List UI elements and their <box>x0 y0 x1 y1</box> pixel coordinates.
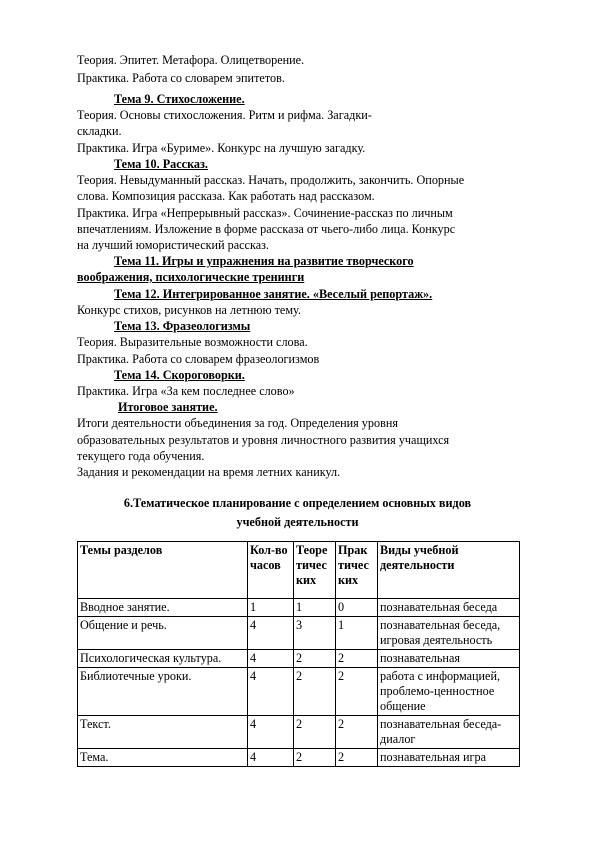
paragraph-line: Практика. Работа со словарем фразеологизмов <box>77 352 320 366</box>
table-row <box>78 668 520 716</box>
cell-topic: Вводное занятие. <box>78 599 248 617</box>
cell-activity: познавательная беседа <box>378 599 520 617</box>
cell-hours: 1 <box>248 599 294 617</box>
table-row <box>78 716 520 749</box>
paragraph-line: Теория. Невыдуманный рассказ. Начать, продолжить, закончить. Опорные <box>77 173 465 187</box>
cell-activity: познавательная игра <box>378 749 520 767</box>
table-row <box>78 650 520 668</box>
cell-practice: 2 <box>336 668 378 716</box>
topic-heading-9: Тема 9. Стихосложение. <box>114 92 245 106</box>
table-row <box>78 749 520 767</box>
paragraph-line: Практика. Работа со словарем эпитетов. <box>77 71 285 85</box>
topic-heading-11-cont: воображения, психологические тренинги <box>77 270 305 284</box>
final-lesson-heading: Итоговое занятие. <box>118 400 218 414</box>
paragraph-line: Практика. Игра «Буриме». Конкурс на лучшую загадку. <box>77 141 366 155</box>
cell-theory: 2 <box>294 650 336 668</box>
cell-hours: 4 <box>248 650 294 668</box>
paragraph-line: складки. <box>77 124 122 138</box>
cell-topic: Библиотечные уроки. <box>78 668 248 716</box>
paragraph-line: Теория. Выразительные возможности слова. <box>77 335 308 349</box>
cell-practice: 2 <box>336 650 378 668</box>
table-header-row <box>78 542 520 599</box>
cell-activity: познавательная беседа, игровая деятельность <box>378 617 520 650</box>
cell-hours: 4 <box>248 716 294 749</box>
cell-hours: 4 <box>248 749 294 767</box>
header-theory: Теоре тичес ких <box>294 542 336 599</box>
header-practice: Прак тичес ких <box>336 542 378 599</box>
cell-topic: Текст. <box>78 716 248 749</box>
cell-theory: 2 <box>294 716 336 749</box>
cell-topic: Общение и речь. <box>78 617 248 650</box>
header-hours: Кол-во часов <box>248 542 294 599</box>
planning-table <box>77 541 520 767</box>
paragraph-line: Конкурс стихов, рисунков на летнюю тему. <box>77 303 301 317</box>
header-activity: Виды учебной деятельности <box>378 542 520 599</box>
paragraph-line: Задания и рекомендации на время летних каникул. <box>77 465 341 479</box>
cell-theory: 3 <box>294 617 336 650</box>
cell-activity: познавательная беседа- диалог <box>378 716 520 749</box>
cell-hours: 4 <box>248 668 294 716</box>
table-row <box>78 599 520 617</box>
cell-activity: работа с информацией, проблемо-ценностное общение <box>378 668 520 716</box>
topic-heading-12: Тема 12. Интегрированное занятие. «Веселый репортаж». <box>114 287 433 301</box>
paragraph-line: Теория. Эпитет. Метафора. Олицетворение. <box>77 53 305 67</box>
cell-practice: 2 <box>336 749 378 767</box>
topic-heading-10: Тема 10. Рассказ. <box>114 157 208 171</box>
section-title: 6.Тематическое планирование с определением основных видов <box>123 496 472 510</box>
cell-topic: Тема. <box>78 749 248 767</box>
header-topic: Темы разделов <box>78 542 248 599</box>
paragraph-line: впечатлениям. Изложение в форме рассказа от чьего-либо лица. Конкурс <box>77 222 456 236</box>
cell-hours: 4 <box>248 617 294 650</box>
paragraph-line: на лучший юмористический рассказ. <box>77 238 269 252</box>
paragraph-line: образовательных результатов и уровня личностного развития учащихся <box>77 433 450 447</box>
topic-heading-11: Тема 11. Игры и упражнения на развитие творческого <box>114 254 414 268</box>
cell-practice: 1 <box>336 617 378 650</box>
paragraph-line: Теория. Основы стихосложения. Ритм и рифма. Загадки- <box>77 108 372 122</box>
topic-heading-13: Тема 13. Фразеологизмы <box>114 319 251 333</box>
cell-activity: познавательная <box>378 650 520 668</box>
paragraph-line: слова. Композиция рассказа. Как работать над рассказом. <box>77 189 375 203</box>
cell-theory: 2 <box>294 749 336 767</box>
section-title-cont: учебной деятельности <box>236 515 359 529</box>
cell-topic: Психологическая культура. <box>78 650 248 668</box>
paragraph-line: текущего года обучения. <box>77 449 205 463</box>
topic-heading-14: Тема 14. Скороговорки. <box>114 368 245 382</box>
paragraph-line: Практика. Игра «За кем последнее слово» <box>77 384 295 398</box>
paragraph-line: Итоги деятельности объединения за год. Определения уровня <box>77 416 398 430</box>
table-row <box>78 617 520 650</box>
cell-practice: 2 <box>336 716 378 749</box>
paragraph-line: Практика. Игра «Непрерывный рассказ». Сочинение-рассказ по личным <box>77 206 453 220</box>
cell-theory: 2 <box>294 668 336 716</box>
cell-practice: 0 <box>336 599 378 617</box>
cell-theory: 1 <box>294 599 336 617</box>
